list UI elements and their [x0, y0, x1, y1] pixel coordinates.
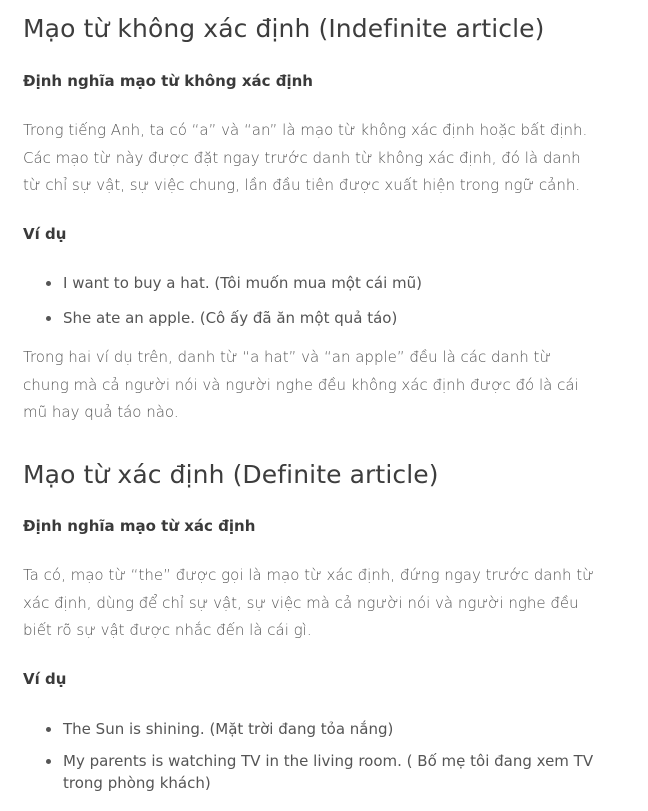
example-text: trong phòng khách) — [63, 774, 211, 792]
paragraph-line: từ chỉ sự vật, sự việc chung, lần đầu tiên được xuất hiện trong ngữ cảnh. — [23, 176, 581, 194]
paragraph-line: Các mạo từ này được đặt ngay trước danh từ không xác định, đó là danh — [23, 148, 581, 167]
example-text: I want to buy a hat. (Tôi muốn mua một cái mũ) — [63, 274, 422, 292]
list-item — [0, 272, 648, 294]
paragraph-line: Trong hai ví dụ trên, danh từ “a hat” và “an apple” đều là các danh từ — [23, 348, 552, 366]
example-label-1: Ví dụ — [23, 225, 67, 243]
heading-definite-article: Mạo từ xác định (Definite article) — [23, 460, 439, 489]
list-item — [0, 750, 648, 794]
paragraph-line: biết rõ sự vật được nhắc đến là cái gì. — [23, 621, 312, 639]
paragraph-indefinite-definition — [23, 117, 633, 200]
paragraph-line: chung mà cả người nói và người nghe đều không xác định được đó là cái — [23, 375, 579, 394]
list-item — [0, 718, 648, 740]
bullet-icon — [46, 316, 51, 321]
example-text: She ate an apple. (Cô ấy đã ăn một quả táo) — [63, 309, 398, 327]
list-item — [0, 307, 648, 329]
subheading-indefinite-definition: Định nghĩa mạo từ không xác định — [23, 72, 313, 90]
paragraph-line: Ta có, mạo từ “the” được gọi là mạo từ xác định, đứng ngay trước danh từ — [23, 566, 594, 584]
bullet-icon — [46, 759, 51, 764]
heading-indefinite-article: Mạo từ không xác định (Indefinite article) — [23, 14, 545, 43]
example-label-2: Ví dụ — [23, 670, 67, 688]
example-text: My parents is watching TV in the living room. ( Bố mẹ tôi đang xem TV — [63, 752, 594, 770]
bullet-icon — [46, 727, 51, 732]
paragraph-line: xác định, dùng để chỉ sự vật, sự việc mà cả người nói và người nghe đều — [23, 593, 579, 612]
subheading-definite-definition: Định nghĩa mạo từ xác định — [23, 517, 256, 535]
paragraph-line: Trong tiếng Anh, ta có “a” và “an” là mạo từ không xác định hoặc bất định. — [23, 121, 588, 139]
bullet-icon — [46, 281, 51, 286]
paragraph-indefinite-explanation — [23, 344, 633, 427]
example-list-2 — [0, 718, 648, 794]
paragraph-definite-definition — [23, 562, 633, 645]
example-list-1 — [0, 272, 648, 329]
paragraph-line: mũ hay quả táo nào. — [23, 403, 179, 421]
example-text: The Sun is shining. (Mặt trời đang tỏa nắng) — [63, 720, 394, 738]
